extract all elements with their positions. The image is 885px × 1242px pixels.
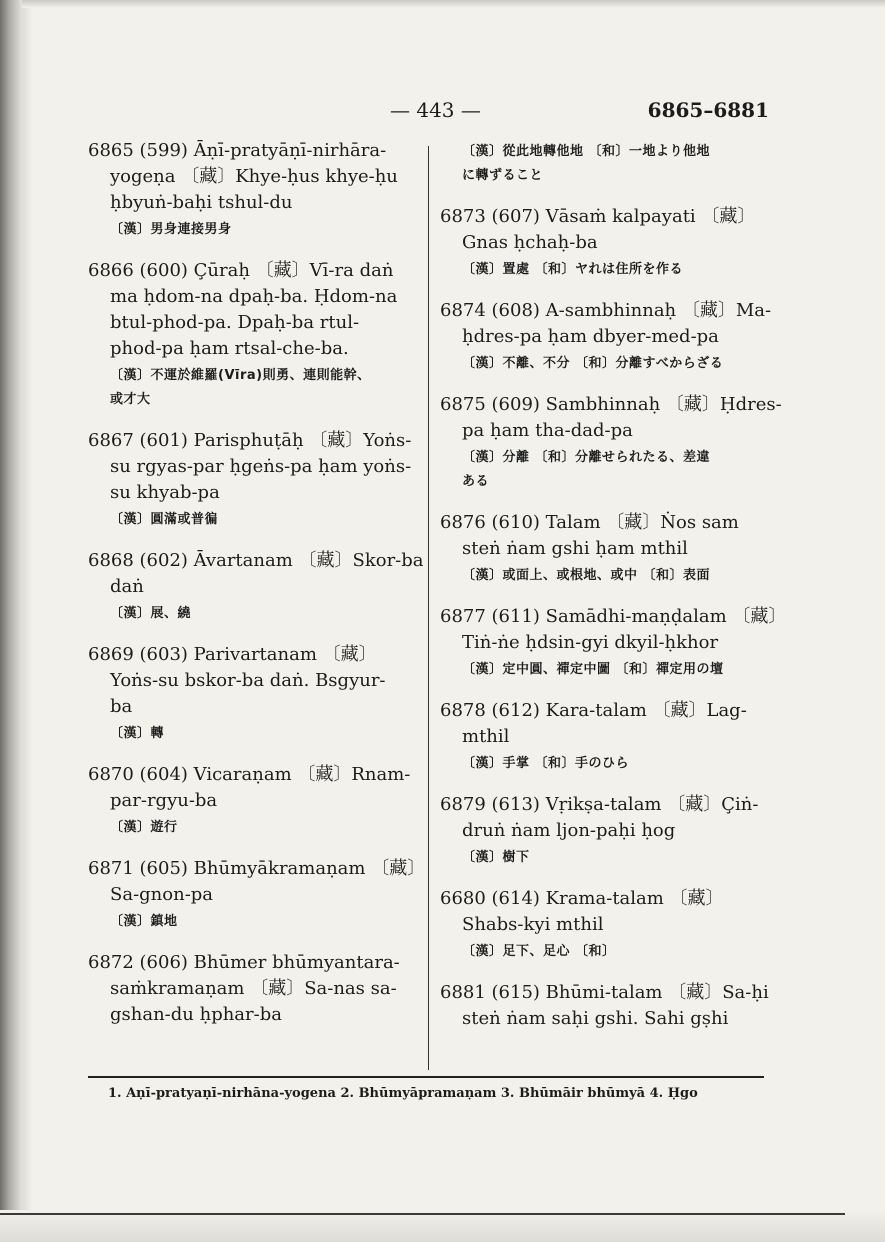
entry-headline: 6874 (608) A-sambhinnaḥ 〔藏〕Ma- [440, 300, 772, 321]
translation-line: 〔漢〕從此地轉他地 〔和〕一地より他地 [462, 144, 711, 159]
footnotes: 1. Aṇī-pratyaṇī-nirhāna-yogena 2. Bhūmyāpramaṇam 3. Bhūmāir bhūmyā 4. Ḥgo [108, 1086, 698, 1101]
translation-line: 或才大 [110, 392, 151, 407]
dictionary-entry [88, 642, 418, 746]
left-column [88, 138, 426, 1028]
dictionary-entry [440, 604, 787, 682]
right-column [440, 138, 787, 1032]
entry-range: 6865–6881 [647, 98, 769, 122]
translation-line: ある [462, 474, 490, 489]
entry-line: Shabs-kyi mthil [462, 914, 604, 935]
entry-line: steṅ ṅam saḥi gshi. Sahi gṣhi [462, 1008, 729, 1029]
dictionary-entry [88, 762, 418, 840]
dictionary-entry [88, 258, 418, 412]
scan-shadow-left [0, 0, 22, 1242]
entry-headline: 6877 (611) Samādhi-maṇḍalam 〔藏〕 [440, 606, 787, 627]
translation-line: 〔漢〕分離 〔和〕分離せられたる、差違 [462, 450, 711, 465]
translation-line: 〔漢〕不離、不分 〔和〕分離すべからざる [462, 356, 724, 371]
translation-line: 〔漢〕遊行 [110, 820, 178, 835]
entry-headline: 6881 (615) Bhūmi-talam 〔藏〕Sa-ḥi [440, 982, 769, 1003]
dictionary-entry [88, 856, 426, 934]
translation-line: 〔漢〕男身連接男身 [110, 222, 232, 237]
translation-line: 〔漢〕鎮地 [110, 914, 178, 929]
translation-line: 〔漢〕圓滿或普徧 [110, 512, 219, 527]
scan-shadow-inner [22, 0, 32, 1242]
translation-line: 〔漢〕足下、足心 〔和〕 [462, 944, 616, 959]
entry-line: ḥdres-pa ḥam dbyer-med-pa [462, 326, 719, 347]
entry-headline: 6876 (610) Talam 〔藏〕Ṅos sam [440, 512, 739, 533]
dictionary-entry [88, 428, 418, 532]
entry-line: pa ḥam tha-dad-pa [462, 420, 633, 441]
scan-edge-top [22, 0, 885, 8]
dictionary-entry [440, 792, 770, 870]
dictionary-entry [440, 298, 770, 376]
dictionary-entry [88, 138, 418, 242]
entry-line: daṅ [110, 576, 144, 597]
entry-line: ba [110, 696, 133, 717]
dictionary-entry [440, 140, 770, 188]
entry-line: su rgyas-par ḥgeṅs-pa ḥam yoṅs- [110, 456, 412, 477]
translation-line: 〔漢〕置處 〔和〕ヤれは住所を作る [462, 262, 684, 277]
translation-line: 〔漢〕或面上、或根地、或中 〔和〕表面 [462, 568, 711, 583]
dictionary-entry [440, 392, 782, 494]
entry-line: btul-phod-pa. Dpaḥ-ba rtul- [110, 312, 360, 333]
entry-headline: 6868 (602) Āvartanam 〔藏〕Skor-ba [88, 550, 424, 571]
dictionary-entry [88, 548, 424, 626]
entry-line: yogeṇa 〔藏〕Khye-ḥus khye-ḥu [110, 166, 398, 187]
page-number: — 443 — [390, 98, 481, 122]
entry-headline: 6872 (606) Bhūmer bhūmyantara- [88, 952, 400, 973]
dictionary-entry [440, 204, 770, 282]
entry-line: ma ḥdom-na dpaḥ-ba. Ḥdom-na [110, 286, 398, 307]
dictionary-entry [440, 698, 770, 776]
dictionary-entry [88, 950, 418, 1028]
entry-line: druṅ ṅam ljon-paḥi ḥog [462, 820, 676, 841]
entry-line: su khyab-pa [110, 482, 220, 503]
footnote-rule [88, 1076, 764, 1078]
entry-headline: 6680 (614) Krama-talam 〔藏〕 [440, 888, 724, 909]
dictionary-entry [440, 980, 770, 1032]
dictionary-entry [440, 510, 770, 588]
entry-line: mthil [462, 726, 510, 747]
entry-line: steṅ ṅam gshi ḥam mthil [462, 538, 688, 559]
page-header [0, 96, 885, 126]
translation-line: 〔漢〕不運於維羅(Vīra)則勇、連則能幹、 [110, 368, 371, 383]
scan-bottom-line [0, 1213, 845, 1215]
translation-line: 〔漢〕樹下 [462, 850, 530, 865]
dictionary-entry [440, 886, 770, 964]
translation-line: 〔漢〕展、繞 [110, 606, 192, 621]
entry-line: phod-pa ḥam rtsal-che-ba. [110, 338, 349, 359]
entry-headline: 6871 (605) Bhūmyākramaṇam 〔藏〕 [88, 858, 426, 879]
entry-line: Tiṅ-ṅe ḥdsin-gyi dkyil-ḥkhor [462, 632, 719, 653]
entry-line: ḥbyuṅ-baḥi tshul-du [110, 192, 293, 213]
translation-line: に轉ずること [462, 168, 544, 183]
translation-line: 〔漢〕轉 [110, 726, 165, 741]
entry-headline: 6870 (604) Vicaraṇam 〔藏〕Rnam- [88, 764, 411, 785]
entry-headline: 6865 (599) Āṇī-pratyāṇī-nirhāra- [88, 140, 387, 161]
entry-headline: 6873 (607) Vāsaṁ kalpayati 〔藏〕 [440, 206, 756, 227]
entry-headline: 6878 (612) Kara-talam 〔藏〕Lag- [440, 700, 747, 721]
entry-line: Gnas ḥchaḥ-ba [462, 232, 598, 253]
entry-headline: 6879 (613) Vṛikṣa-talam 〔藏〕Çiṅ- [440, 794, 759, 815]
entry-line: Sa-gnon-pa [110, 884, 214, 905]
entry-line: Yoṅs-su bskor-ba daṅ. Bsgyur- [110, 670, 386, 691]
entry-headline: 6867 (601) Parisphuṭāḥ 〔藏〕Yoṅs- [88, 430, 412, 451]
entry-line: saṁkramaṇam 〔藏〕Sa-nas sa- [110, 978, 397, 999]
entry-line: par-rgyu-ba [110, 790, 218, 811]
entry-line: gshan-du ḥphar-ba [110, 1004, 282, 1025]
entry-headline: 6866 (600) Çūraḥ 〔藏〕Vī-ra daṅ [88, 260, 394, 281]
entry-headline: 6875 (609) Sambhinnaḥ 〔藏〕Ḥdres- [440, 394, 782, 415]
column-divider [428, 146, 429, 1070]
translation-line: 〔漢〕定中圓、禪定中圖 〔和〕禪定用の壇 [462, 662, 724, 677]
entry-headline: 6869 (603) Parivartanam 〔藏〕 [88, 644, 377, 665]
translation-line: 〔漢〕手掌 〔和〕手のひら [462, 756, 630, 771]
